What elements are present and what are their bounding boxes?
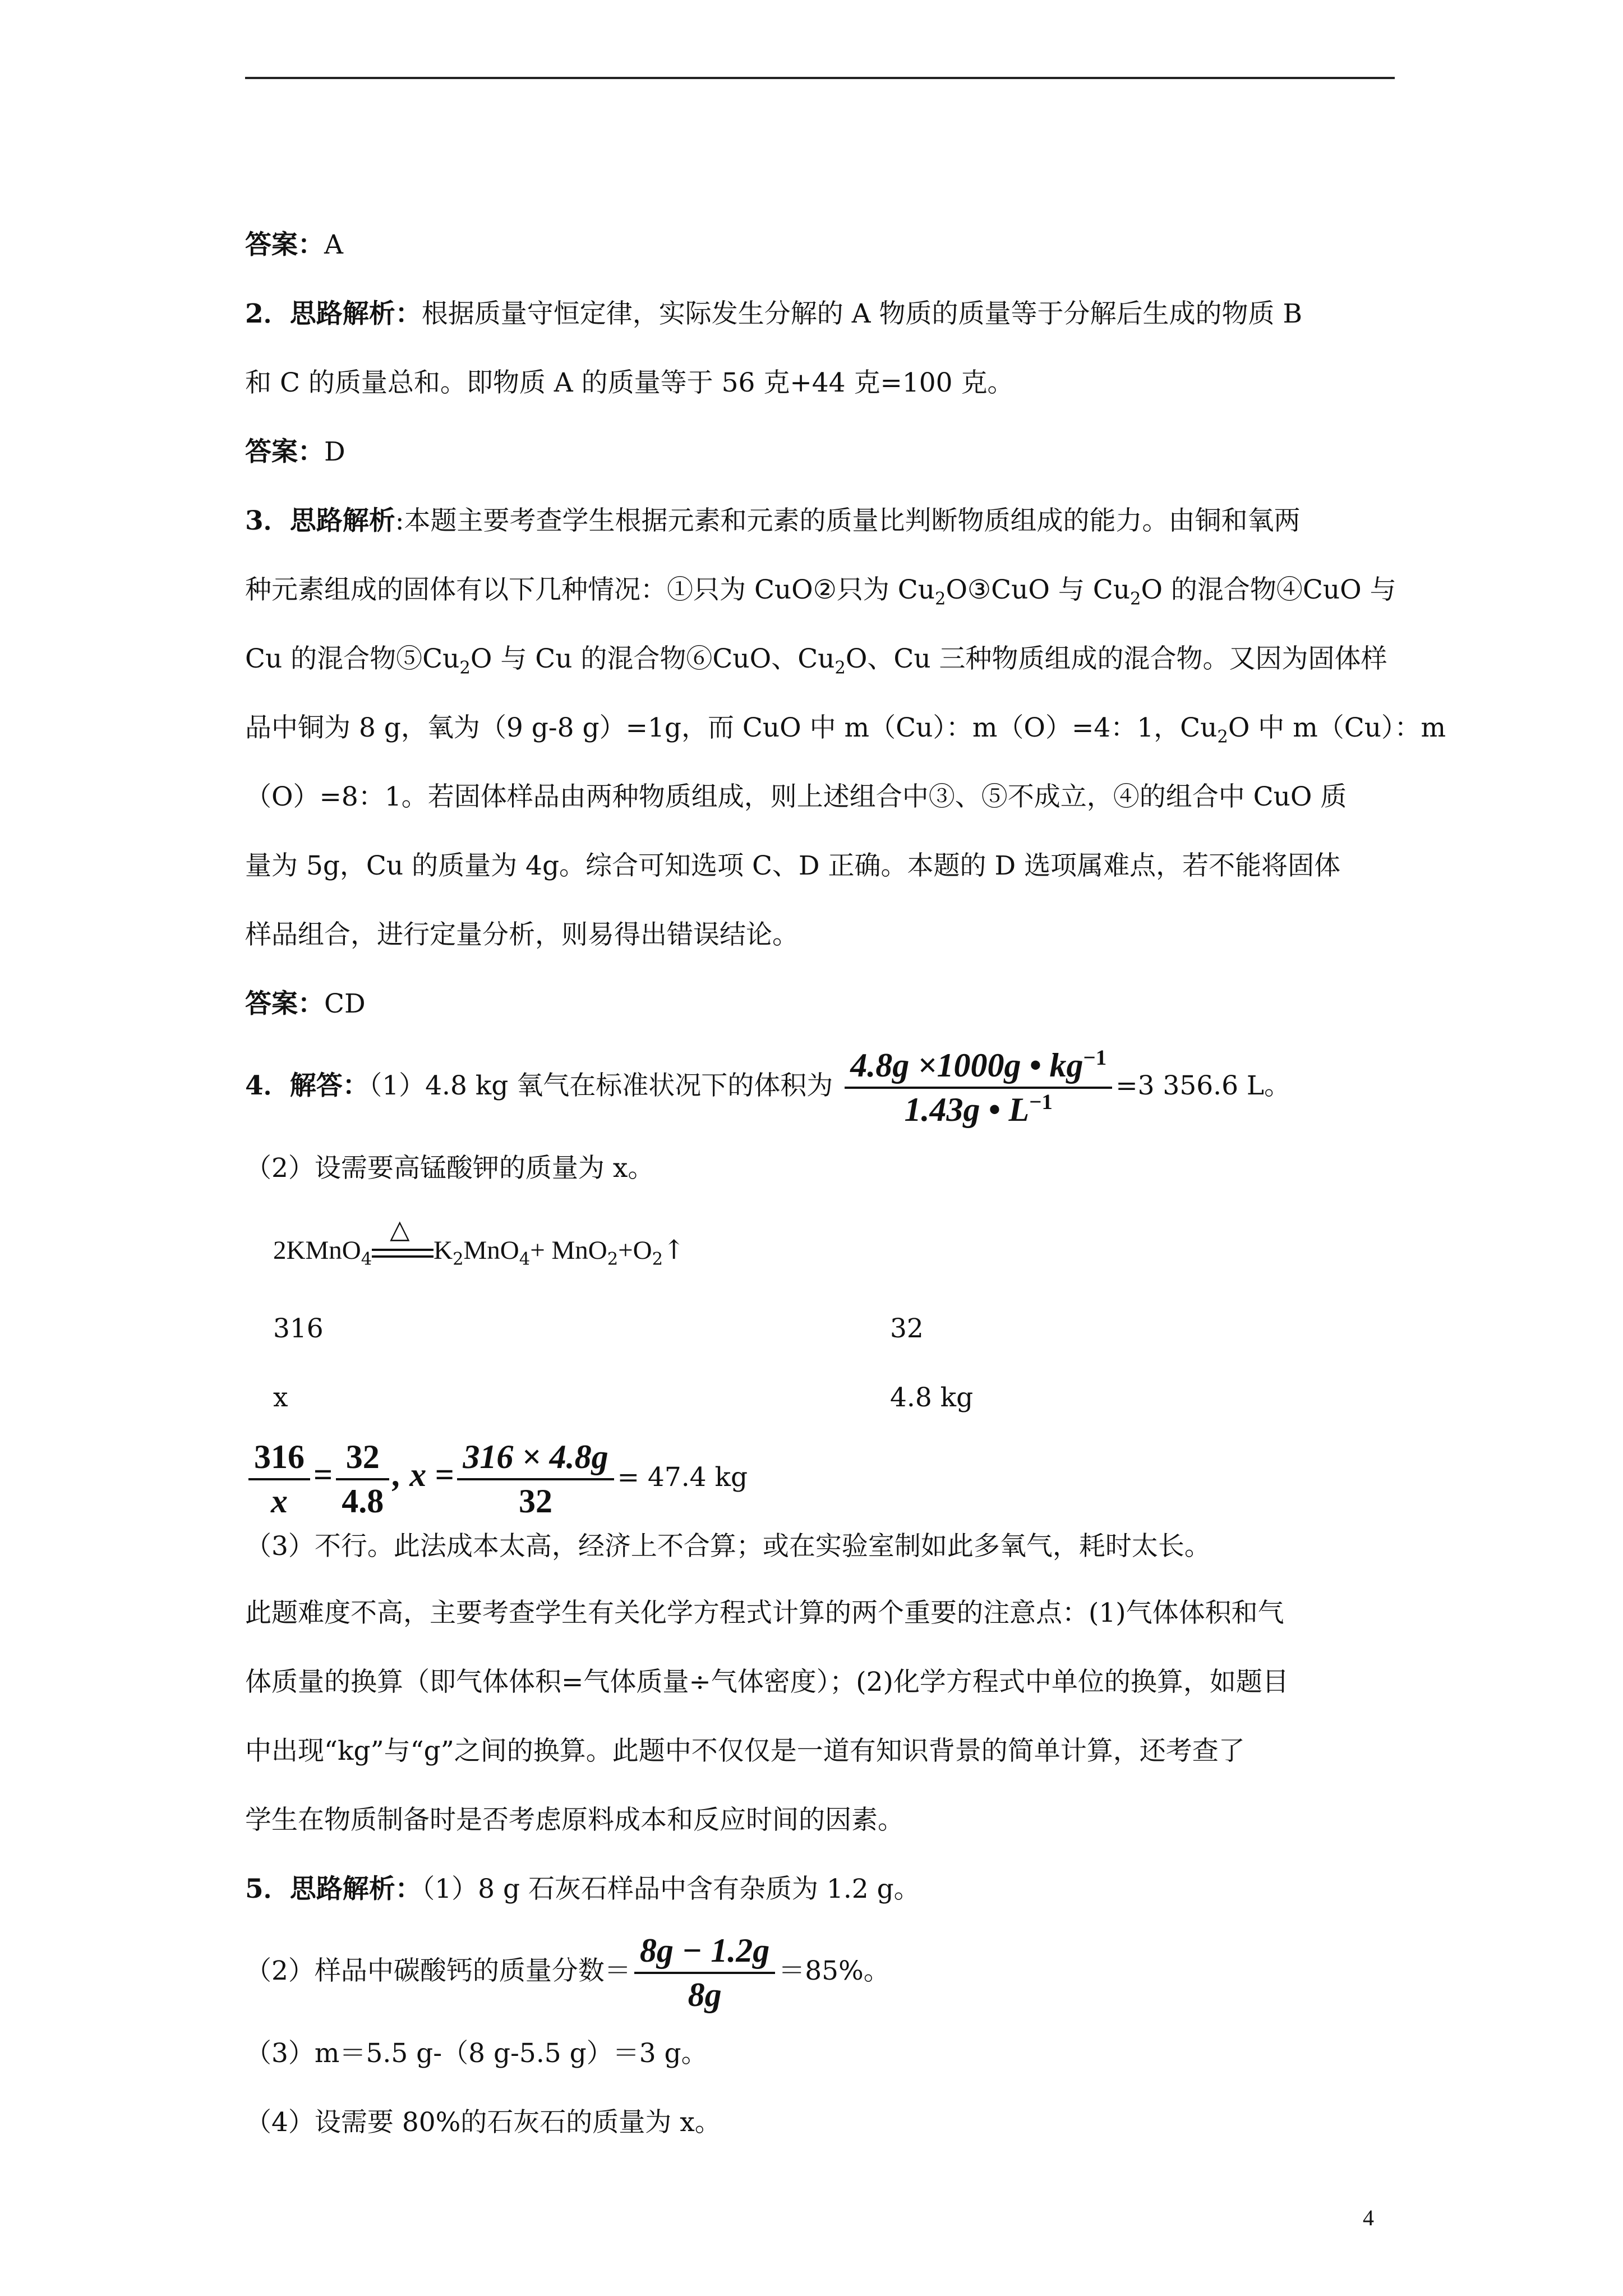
solution-5-line-2: （2）样品中碳酸钙的质量分数＝ $\frac{8g - 1.2g}{8g}$ ＝85%。 bbox=[245, 1924, 1395, 2019]
solution-label: 2．思路解析： bbox=[245, 298, 422, 329]
solution-label: 5．思路解析： bbox=[245, 1874, 422, 1904]
solution-3-line-1: 3．思路解析:本题主要考查学生根据元素和元素的质量比判断物质组成的能力。由铜和氧两 bbox=[245, 505, 1301, 536]
solution-label: 3．思路解析 bbox=[245, 505, 395, 536]
solution-3-line-4: 品中铜为 8 g，氧为（9 g-8 g）=1g，而 CuO 中 m（Cu）：m（O）=4：1，$Cu_2O$ 中 m（Cu）：m bbox=[245, 712, 1446, 747]
commentary-line-3: 中出现“kg”与“g”之间的换算。此题中不仅仅是一道有知识背景的简单计算，还考查了 bbox=[245, 1736, 1245, 1766]
header-rule bbox=[245, 77, 1395, 79]
answer-line-1: 答案：A bbox=[245, 229, 343, 260]
heat-condition-icon: △ bbox=[372, 1235, 434, 1269]
solution-label: 4．解答： bbox=[245, 1070, 369, 1101]
answer-line-2: 答案：D bbox=[245, 436, 345, 467]
solution-2-line-2: 和 C 的质量总和。即物质 A 的质量等于 56 克+44 克=100 克。 bbox=[245, 367, 1014, 398]
volume-fraction: $\frac{4.8g \times 1000g • kg^{-1}}{1.43g • L^{-1}}$ bbox=[845, 1045, 1112, 1131]
answer-line-3: 答案：CD bbox=[245, 988, 366, 1019]
commentary-line-2: 体质量的换算（即气体体积=气体质量÷气体密度）；(2)化学方程式中单位的换算，如题目 bbox=[245, 1667, 1289, 1697]
solution-3-line-6: 量为 5g，Cu 的质量为 4g。综合可知选项 C、D 正确。本题的 D 选项属难点，若不能将固体 bbox=[245, 850, 1341, 881]
solution-3-line-7: 样品组合，进行定量分析，则易得出错误结论。 bbox=[245, 919, 799, 950]
solution-3-line-2: 种元素组成的固体有以下几种情况：①只为 CuO②只为 $Cu_2O③CuO$ 与 $Cu_2O$ 的混合物④CuO 与 bbox=[245, 574, 1396, 609]
fraction: $\frac{316}{x}$ bbox=[248, 1436, 310, 1522]
solution-3-line-3: Cu 的混合物$⑤Cu_2O$ 与 Cu 的混合物⑥CuO、$Cu_2O$、Cu 三种物质组成的混合物。又因为固体样 bbox=[245, 643, 1387, 678]
solution-5-line-1: 5．思路解析：（1）8 g 石灰石样品中含有杂质为 1.2 g。 bbox=[245, 1874, 920, 1904]
solution-4-line-3: （3）不行。此法成本太高，经济上不合算；或在实验室制如此多氧气，耗时太长。 bbox=[245, 1531, 1211, 1562]
commentary-line-1: 此题难度不高，主要考查学生有关化学方程式计算的两个重要的注意点：(1)气体体积和气 bbox=[245, 1598, 1284, 1628]
molar-mass-row: 316 32 bbox=[273, 1313, 924, 1344]
fraction: $\frac{316 \times 4.8g}{32}$ bbox=[457, 1436, 614, 1522]
solution-5-line-3: （3）m＝5.5 g-（8 g-5.5 g）＝3 g。 bbox=[245, 2038, 708, 2069]
page-number: 4 bbox=[1363, 2205, 1374, 2230]
chemical-equation: 2KMnO$_4$ △ $K_2MnO_4+$ $MnO_2+O_2↑$ bbox=[273, 1214, 685, 1269]
answer-label: 答案： bbox=[245, 436, 324, 467]
solution-2-line-1: 2．思路解析：根据质量守恒定律，实际发生分解的 A 物质的质量等于分解后生成的物质 B bbox=[245, 298, 1303, 329]
commentary-line-4: 学生在物质制备时是否考虑原料成本和反应时间的因素。 bbox=[245, 1805, 904, 1835]
solution-4-line-1: 4．解答：（1）4.8 kg 氧气在标准状况下的体积为 $\frac{4.8g \times 1000g • kg^{-1}}{1.43g • L^{-1}}$ =3 356.6 L。 bbox=[245, 1038, 1395, 1134]
mass-fraction: $\frac{8g - 1.2g}{8g}$ bbox=[634, 1930, 775, 2016]
answer-content bbox=[245, 210, 1446, 2157]
answer-label: 答案： bbox=[245, 988, 324, 1019]
proportion-equation: $\frac{316}{x}$ = $\frac{32}{4.8}$ , x = $\frac{316 \times 4.8g}{32}$ = 47.4 kg bbox=[245, 1435, 1395, 1514]
mass-row: x 4.8 kg bbox=[273, 1382, 974, 1413]
gas-arrow-icon: ↑ bbox=[663, 1235, 685, 1266]
solution-4-line-2: （2）设需要高锰酸钾的质量为 x。 bbox=[245, 1153, 654, 1184]
fraction: $\frac{32}{4.8}$ bbox=[336, 1436, 389, 1522]
solution-3-line-5: （O）=8：1。若固体样品由两种物质组成，则上述组合中③、⑤不成立，④的组合中 CuO 质 bbox=[245, 781, 1347, 812]
solution-5-line-4: （4）设需要 80%的石灰石的质量为 x。 bbox=[245, 2107, 721, 2138]
answer-label: 答案： bbox=[245, 229, 324, 260]
